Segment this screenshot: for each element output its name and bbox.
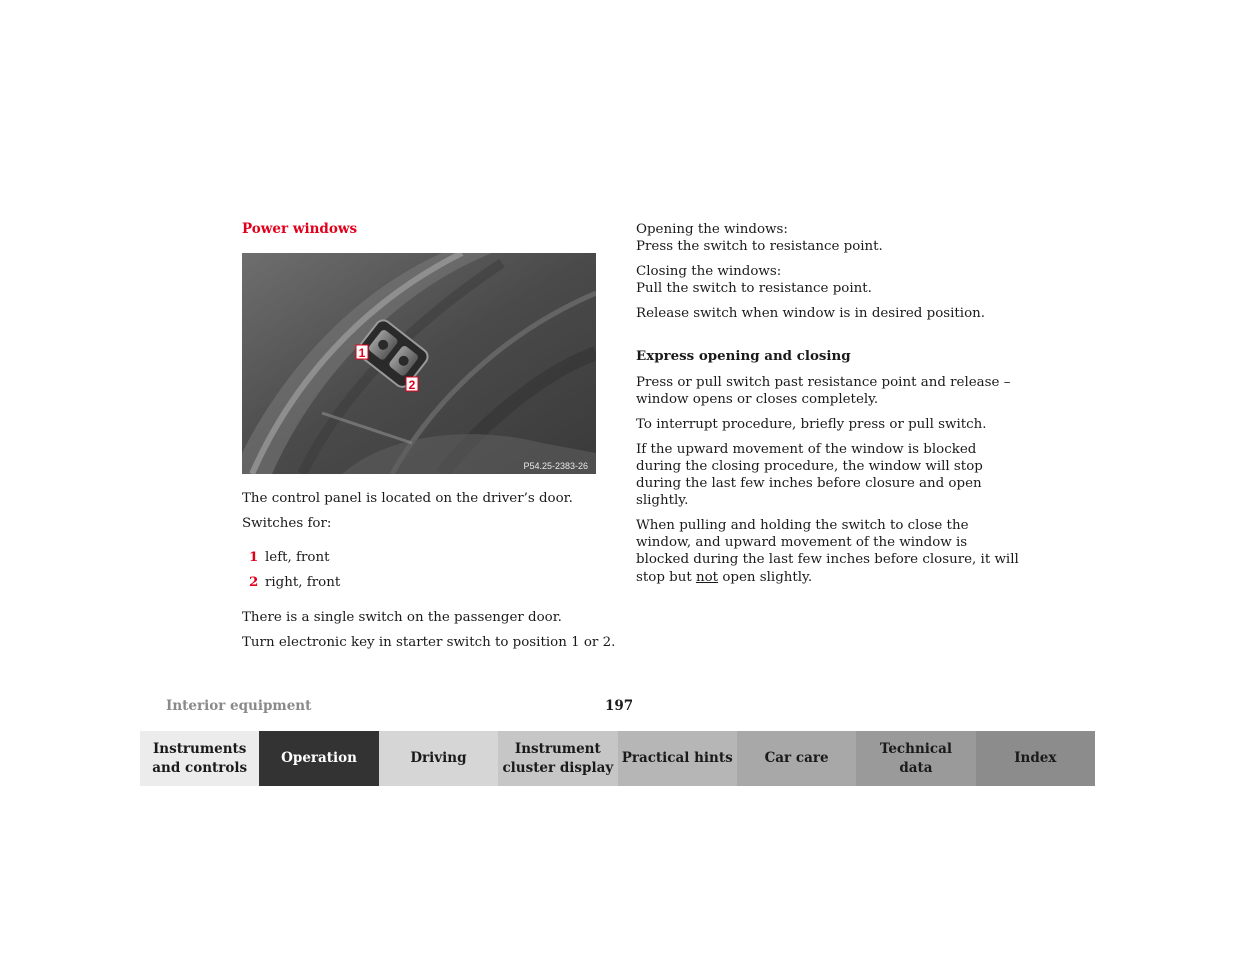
list-item-text: right, front	[265, 575, 341, 590]
list-item-number: 1	[249, 549, 259, 565]
blocked-line: during the closing procedure, the window will stop	[636, 459, 983, 474]
blocked-line: slightly.	[636, 493, 689, 508]
closing-windows-label: Closing the windows:	[636, 264, 782, 279]
blocked-text	[636, 441, 983, 509]
nav-tab-operation[interactable]: Operation	[259, 731, 378, 786]
switches-for-text: Switches for:	[242, 516, 332, 531]
nav-tab-index[interactable]: Index	[976, 731, 1095, 786]
closing-windows-instruction: Pull the switch to resistance point.	[636, 281, 872, 296]
express-text	[636, 374, 1010, 408]
footer-section-name: Interior equipment	[166, 698, 312, 714]
nav-tab-practical-hints[interactable]: Practical hints	[618, 731, 737, 786]
pulling-line: When pulling and holding the switch to close the	[636, 518, 969, 533]
blocked-line: If the upward movement of the window is blocked	[636, 442, 977, 457]
emphasis-not: not	[695, 570, 719, 585]
pulling-line: window, and upward movement of the window is	[636, 535, 968, 550]
callout-1: 1	[358, 346, 366, 360]
pulling-text-part: stop but	[636, 570, 696, 585]
interrupt-text: To interrupt procedure, briefly press or pull switch.	[636, 417, 987, 432]
panel-location-text: The control panel is located on the driver’s door.	[242, 491, 573, 506]
blocked-line: during the last few inches before closure and open	[636, 476, 982, 491]
passenger-switch-text: There is a single switch on the passenger door.	[242, 610, 562, 625]
closing-windows-block	[636, 263, 872, 297]
pulling-text-part: open slightly.	[718, 570, 813, 585]
list-item-number: 2	[249, 574, 259, 590]
figure-code: P54.25-2383-26	[523, 461, 588, 471]
key-position-text: Turn electronic key in starter switch to position 1 or 2.	[242, 635, 616, 650]
express-heading: Express opening and closing	[636, 348, 851, 364]
list-item	[249, 549, 329, 566]
release-switch-text: Release switch when window is in desired position.	[636, 306, 986, 321]
express-line: window opens or closes completely.	[636, 392, 879, 407]
list-item	[249, 574, 340, 591]
callout-2: 2	[408, 378, 416, 392]
opening-windows-instruction: Press the switch to resistance point.	[636, 239, 883, 254]
page-number: 197	[605, 698, 634, 714]
nav-tab-technical-data[interactable]: Technical data	[856, 731, 975, 786]
section-title: Power windows	[242, 221, 358, 237]
list-item-text: left, front	[265, 550, 330, 565]
pulling-text	[636, 517, 1019, 586]
door-switch-illustration	[242, 253, 596, 474]
chapter-navigation	[140, 731, 1095, 786]
opening-windows-label: Opening the windows:	[636, 222, 788, 237]
express-line: Press or pull switch past resistance point and release –	[636, 375, 1011, 390]
opening-windows-block	[636, 221, 883, 255]
pulling-line: blocked during the last few inches before closure, it will	[636, 552, 1019, 567]
nav-tab-driving[interactable]: Driving	[379, 731, 498, 786]
pulling-line	[636, 569, 1019, 586]
nav-tab-car-care[interactable]: Car care	[737, 731, 856, 786]
nav-tab-instrument-cluster-display[interactable]: Instrument cluster display	[498, 731, 617, 786]
nav-tab-instruments-and-controls[interactable]: Instruments and controls	[140, 731, 259, 786]
